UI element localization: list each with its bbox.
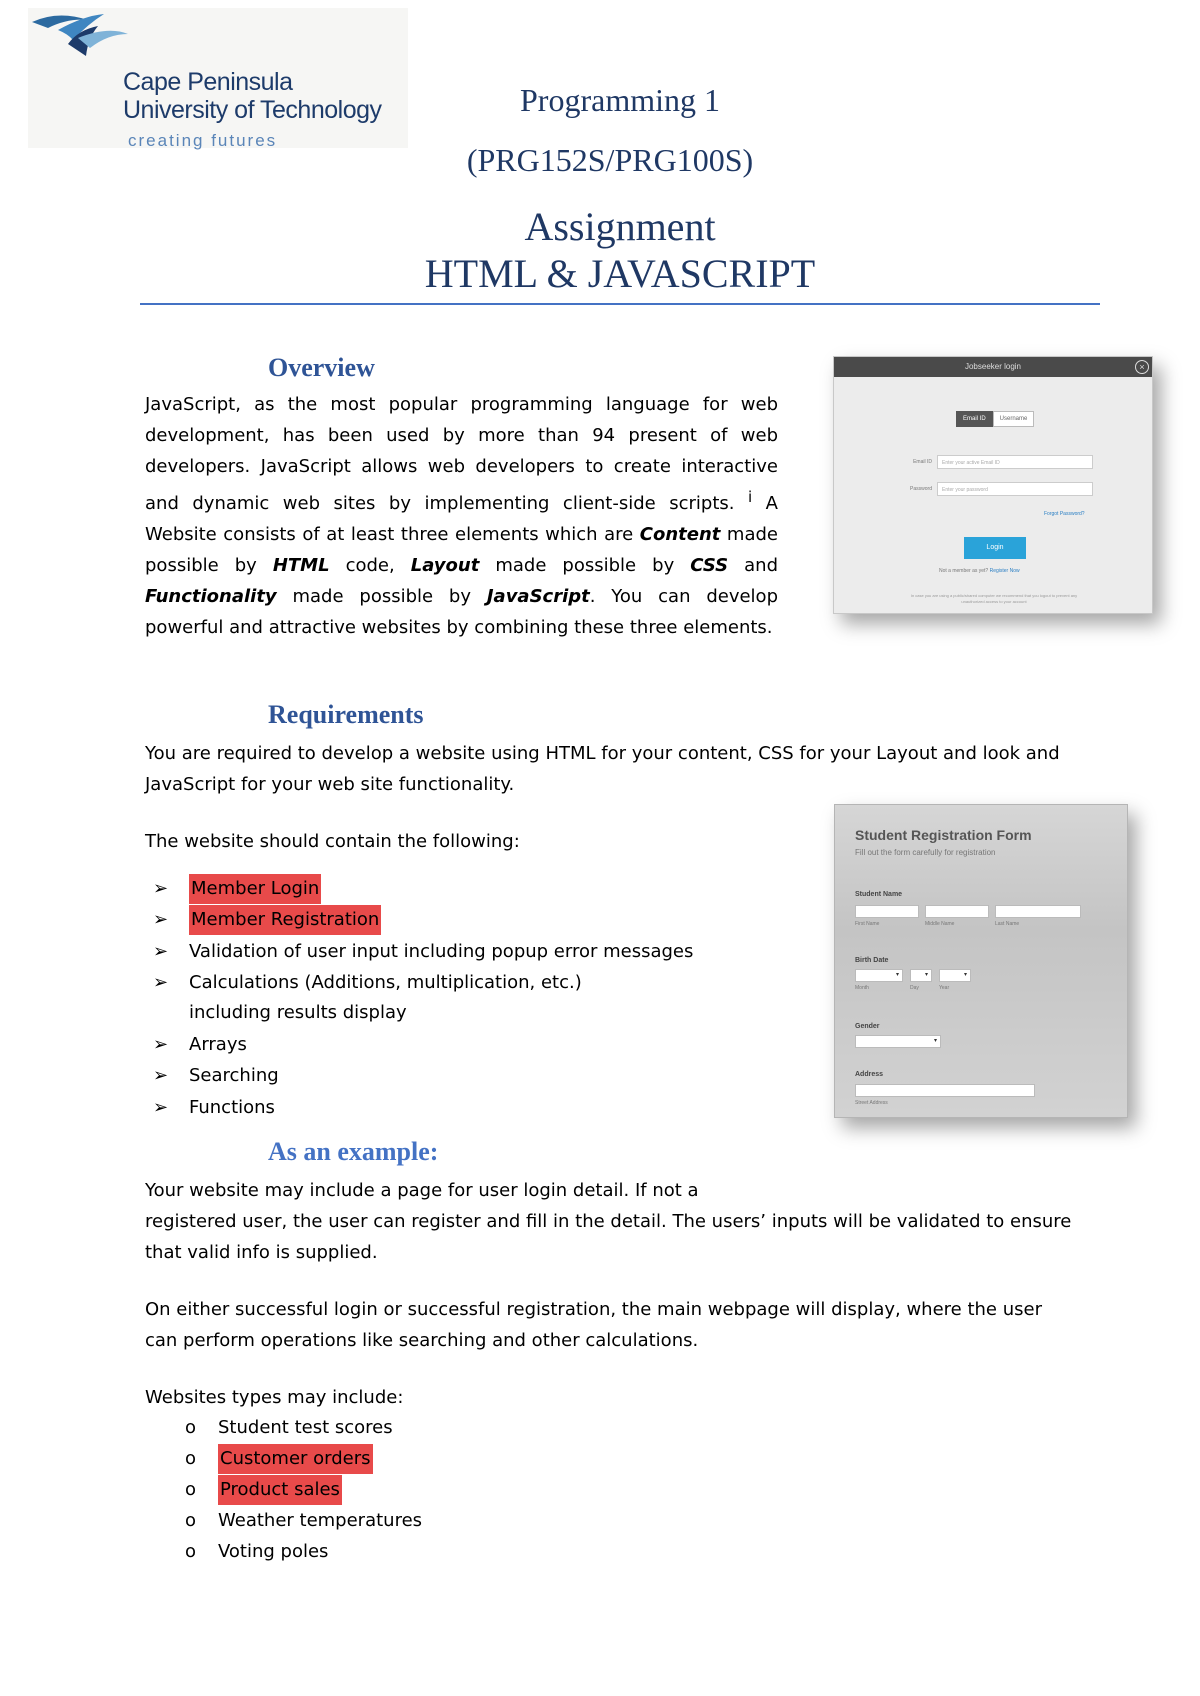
website-type-text: Customer orders <box>218 1444 373 1474</box>
website-type-text: Weather temperatures <box>218 1510 423 1531</box>
login-title-bar: Jobseeker login <box>834 357 1152 377</box>
year-caption: Year <box>939 985 950 991</box>
website-type-text: Student test scores <box>218 1417 393 1438</box>
first-name-field <box>855 905 919 918</box>
website-type-item <box>185 1506 422 1536</box>
address-label: Address <box>855 1071 884 1078</box>
website-type-item <box>185 1537 328 1567</box>
registration-title: Student Registration Form <box>855 827 1032 843</box>
circle-bullet-icon: o <box>185 1510 197 1531</box>
example-heading: As an example: <box>268 1137 439 1166</box>
last-name-caption: Last Name <box>995 921 1020 927</box>
requirement-text: Member Registration <box>189 905 381 935</box>
forgot-password-link: Forgot Password? <box>1044 511 1085 517</box>
footnote-mark: i <box>748 488 753 506</box>
email-row: Email ID Enter your active Email ID <box>874 455 1093 469</box>
middle-name-field <box>925 905 989 918</box>
website-type-item <box>185 1444 373 1474</box>
website-type-text: Voting poles <box>218 1541 329 1562</box>
password-row: Password Enter your password <box>874 482 1093 496</box>
circle-bullet-icon: o <box>185 1417 197 1438</box>
email-field: Enter your active Email ID <box>937 455 1093 469</box>
requirements-heading: Requirements <box>268 700 424 729</box>
requirement-item <box>153 905 853 935</box>
university-logo <box>28 8 408 148</box>
street-address-caption: Street Address <box>855 1100 888 1106</box>
website-type-item <box>185 1475 342 1505</box>
requirement-text: Member Login <box>189 874 321 904</box>
requirement-text: Arrays <box>189 1034 247 1055</box>
requirements-lead: The website should contain the following: <box>145 831 520 852</box>
day-select: ▾ <box>910 969 932 982</box>
first-name-caption: First Name <box>855 921 880 927</box>
requirement-item <box>153 968 653 1028</box>
month-caption: Month <box>855 985 869 991</box>
website-types-lead: Websites types may include: <box>145 1387 404 1408</box>
website-type-text: Product sales <box>218 1475 342 1505</box>
street-address-field <box>855 1084 1035 1097</box>
arrow-bullet-icon: ➢ <box>153 941 169 962</box>
requirement-text: Searching <box>189 1065 279 1086</box>
circle-bullet-icon: o <box>185 1479 197 1500</box>
login-button: Login <box>964 537 1026 559</box>
middle-name-caption: Middle Name <box>925 921 955 927</box>
requirement-item <box>153 937 853 967</box>
registration-screenshot <box>834 804 1128 1118</box>
requirement-item <box>153 1093 853 1123</box>
arrow-bullet-icon: ➢ <box>153 1034 169 1055</box>
arrow-bullet-icon: ➢ <box>153 878 169 899</box>
gender-label: Gender <box>855 1023 880 1030</box>
arrow-bullet-icon: ➢ <box>153 1097 169 1118</box>
arrow-bullet-icon: ➢ <box>153 1065 169 1086</box>
title-divider <box>140 303 1100 305</box>
example-paragraph-1: Your website may include a page for user login detail. If not a registered user, the user can register and fill in the detail. The users’ inputs will be validated to ensure that valid info is supplied. <box>145 1180 1072 1263</box>
arrow-bullet-icon: ➢ <box>153 909 169 930</box>
gender-select: ▾ <box>855 1035 941 1048</box>
birth-date-label: Birth Date <box>855 957 889 964</box>
course-title: Programming 1 <box>520 82 720 118</box>
example-paragraph-2: On either successful login or successful registration, the main webpage will display, where the user can perform operations like searching and other calculations. <box>145 1299 1042 1351</box>
requirement-text: Calculations (Additions, multiplication, etc.) including results display <box>189 972 582 1023</box>
password-field: Enter your password <box>937 482 1093 496</box>
login-tabs <box>956 411 1034 427</box>
registration-subtitle: Fill out the form carefully for registration <box>855 848 996 857</box>
circle-bullet-icon: o <box>185 1448 197 1469</box>
circle-bullet-icon: o <box>185 1541 197 1562</box>
register-prompt: Not a member as yet? Register Now <box>939 568 1020 574</box>
requirements-intro: You are required to develop a website using HTML for your content, CSS for your Layout and look and JavaScript for your web site functionality. <box>145 743 1060 795</box>
day-caption: Day <box>910 985 919 991</box>
course-code: (PRG152S/PRG100S) <box>466 142 754 178</box>
requirement-item <box>153 874 853 904</box>
requirement-item <box>153 1061 853 1091</box>
month-select: ▾ <box>855 969 903 982</box>
tab-username: Username <box>993 411 1035 427</box>
close-icon: × <box>1135 360 1149 374</box>
arrow-bullet-icon: ➢ <box>153 972 169 993</box>
tab-email: Email ID <box>956 411 993 427</box>
last-name-field <box>995 905 1081 918</box>
overview-heading: Overview <box>268 353 375 382</box>
requirement-text: Functions <box>189 1097 275 1118</box>
overview-paragraph: JavaScript, as the most popular programming language for web development, has been used by more than 94 present of web developers. JavaScript allows web developers to create interactive and dynamic web sites by implementing client-side scripts. $^i$ A Website consists of at least three elements which are Content made possible by HTML code, Layout made possible by CSS and Functionality made possible by JavaScript. You can develop powerful and attractive websites by combining these three elements. <box>145 394 778 638</box>
login-fine-print: In case you are using a public/shared computer we recommend that you logout to prevent any unauthorized access to your account <box>910 593 1078 604</box>
logo-tagline: creating futures <box>128 131 278 150</box>
requirement-text: Validation of user input including popup error messages <box>189 941 694 962</box>
assignment-title: Assignment <box>524 204 716 249</box>
logo-name: Cape Peninsula University of Technology <box>123 68 382 124</box>
requirement-item <box>153 1030 853 1060</box>
wave-logo-icon <box>28 8 148 68</box>
student-name-label: Student Name <box>855 891 903 898</box>
assignment-subject: HTML & JAVASCRIPT <box>424 251 816 296</box>
login-screenshot <box>833 356 1153 614</box>
website-type-item <box>185 1413 393 1443</box>
year-select: ▾ <box>939 969 971 982</box>
